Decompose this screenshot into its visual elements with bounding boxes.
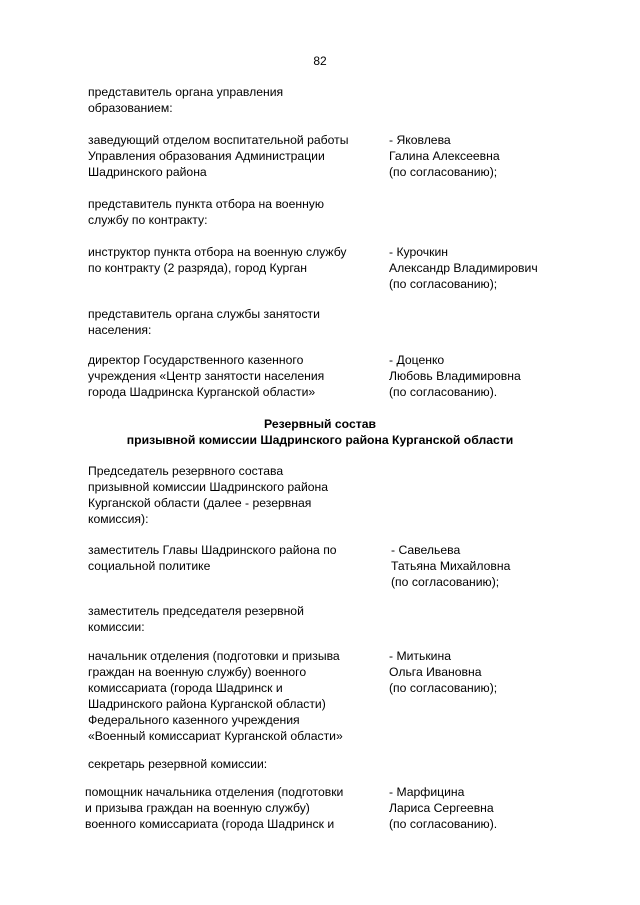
page-number: 82 [313, 54, 327, 68]
name-education: - Яковлева Галина Алексеевна (по согласованию); [389, 133, 500, 179]
section-heading-line1: Резервный состав [264, 417, 376, 431]
intro-education-representative: представитель органа управления образованием: [88, 85, 284, 115]
intro-secretary: секретарь резервной комиссии: [88, 757, 268, 771]
name-employment: - Доценко Любовь Владимировна (по согласованию). [389, 353, 521, 399]
position-deputy-chairman: начальник отделения (подготовки и призыва граждан на военную службу) военного комиссариата (города Шадринск и Шадринского района Курганской области) Федерального казенного учреждения «Военный комиссариат Курганской области» [88, 649, 343, 743]
name-secretary: - Марфицина Лариса Сергеевна (по согласованию). [389, 785, 498, 831]
name-contract: - Курочкин Александр Владимирович (по согласованию); [389, 245, 538, 291]
position-contract: инструктор пункта отбора на военную службу по контракту (2 разряда), город Курган [88, 245, 347, 275]
intro-chairman: Председатель резервного состава призывной комиссии Шадринского района Курганской области (далее - резервная комиссия): [88, 464, 329, 526]
intro-employment-representative: представитель органа службы занятости населения: [88, 307, 320, 337]
name-deputy-chairman: - Митькина Ольга Ивановна (по согласованию); [389, 649, 498, 695]
position-employment: директор Государственного казенного учреждения «Центр занятости населения города Шадринска Курганской области» [88, 353, 325, 399]
position-education: заведующий отделом воспитательной работы Управления образования Администрации Шадринского района [88, 133, 349, 179]
intro-deputy-chairman: заместитель председателя резервной комиссии: [88, 604, 304, 634]
position-secretary: помощник начальника отделения (подготовки и призыва граждан на военную службу) военного комиссариата (города Шадринск и [85, 785, 344, 831]
intro-contract-representative: представитель пункта отбора на военную службу по контракту: [88, 197, 325, 227]
position-chairman: заместитель Главы Шадринского района по социальной политике [88, 543, 337, 573]
name-chairman: - Савельева Татьяна Михайловна (по согласованию); [391, 543, 511, 589]
section-heading-line2: призывной комиссии Шадринского района Курганской области [126, 433, 514, 447]
